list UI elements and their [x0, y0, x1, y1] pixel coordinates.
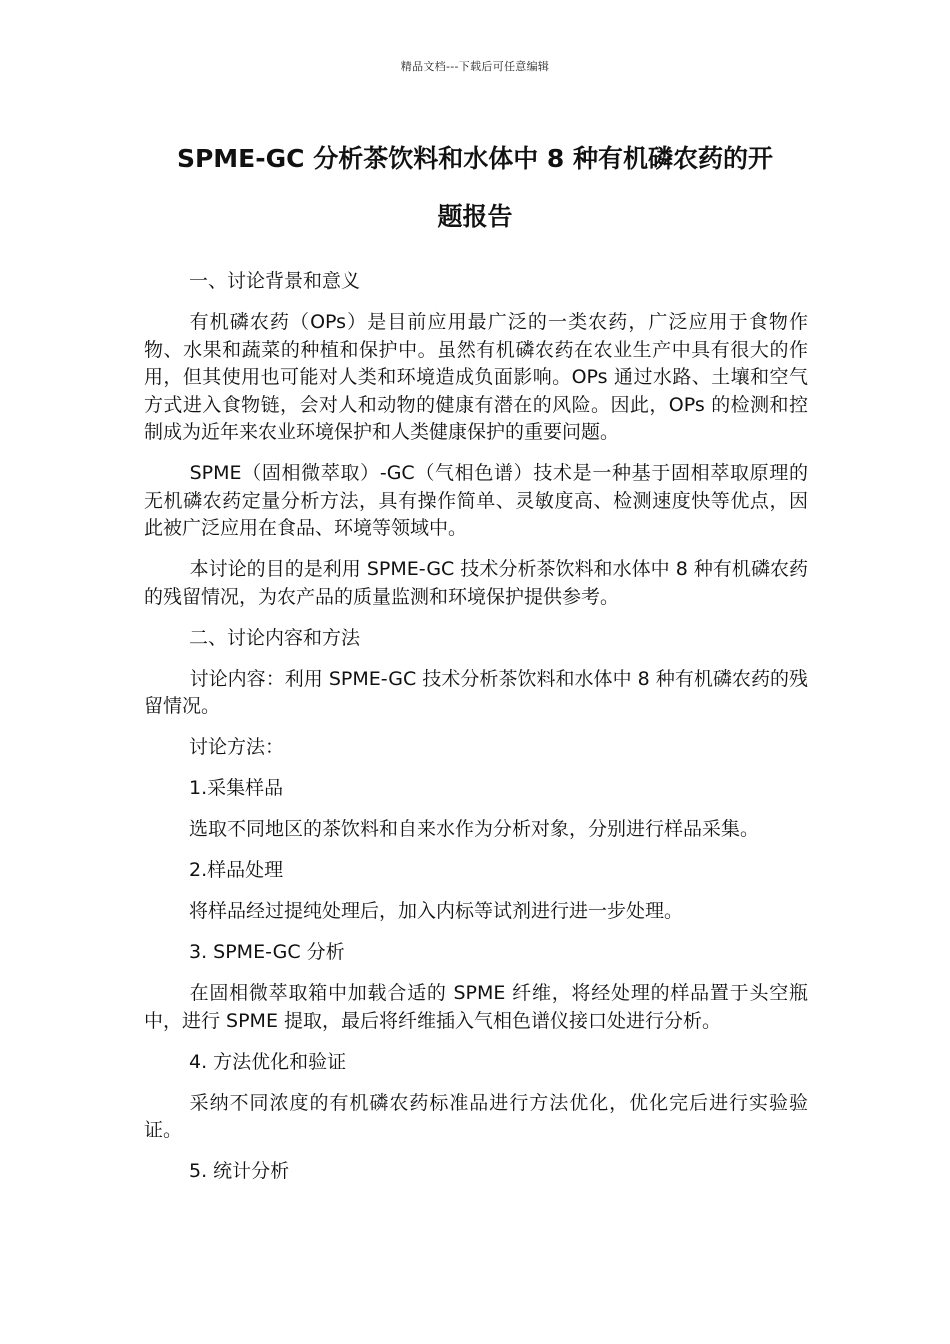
step-heading: 5. 统计分析: [189, 1160, 290, 1182]
step-heading: 2.样品处理: [189, 859, 284, 881]
section-heading: 一、讨论背景和意义: [189, 270, 361, 292]
paragraph: 本讨论的目的是利用 SPME-GC 技术分析茶饮料和水体中 8 种有机磷农药的残留情况，为农产品的质量监测和环境保护提供参考。: [144, 558, 808, 608]
step-heading: 4. 方法优化和验证: [189, 1050, 347, 1073]
paragraph: 讨论内容：利用 SPME-GC 技术分析茶饮料和水体中 8 种有机磷农药的残留情况。: [144, 667, 808, 717]
document-body: [144, 268, 808, 1199]
header-note: 精品文档---下载后可任意编辑: [400, 60, 550, 73]
paragraph: 采纳不同浓度的有机磷农药标准品进行方法优化，优化完后进行实验验证。: [144, 1091, 808, 1141]
title-line-1: SPME-GC 分析茶饮料和水体中 8 种有机磷农药的开: [176, 144, 774, 173]
title-line-2: 题报告: [437, 202, 513, 231]
paragraph: 选取不同地区的茶饮料和自来水作为分析对象，分别进行样品采集。: [189, 818, 760, 840]
document-title: [140, 130, 810, 246]
paragraph: 在固相微萃取箱中加载合适的 SPME 纤维，将经处理的样品置于头空瓶中，进行 SPME 提取，最后将纤维插入气相色谱仪接口处进行分析。: [144, 982, 808, 1032]
step-heading: 3. SPME-GC 分析: [189, 941, 345, 963]
paragraph: SPME（固相微萃取）-GC（气相色谱）技术是一种基于固相萃取原理的无机磷农药定量分析方法，具有操作简单、灵敏度高、检测速度快等优点，因此被广泛应用在食品、环境等领域中。: [144, 462, 808, 539]
section-heading: 二、讨论内容和方法: [189, 626, 361, 649]
paragraph: 有机磷农药（OPs）是目前应用最广泛的一类农药，广泛应用于食物作物、水果和蔬菜的种植和保护中。虽然有机磷农药在农业生产中具有很大的作用，但其使用也可能对人类和环境造成负面影响。OPs 通过水路、土壤和空气方式进入食物链，会对人和动物的健康有潜在的风险。因此，OPs 的检测和控制成为近年来农业环境保护和人类健康保护的重要问题。: [144, 311, 808, 443]
paragraph: 将样品经过提纯处理后，加入内标等试剂进行进一步处理。: [189, 900, 684, 922]
step-heading: 1.采集样品: [189, 777, 284, 799]
paragraph: 讨论方法：: [189, 736, 285, 758]
